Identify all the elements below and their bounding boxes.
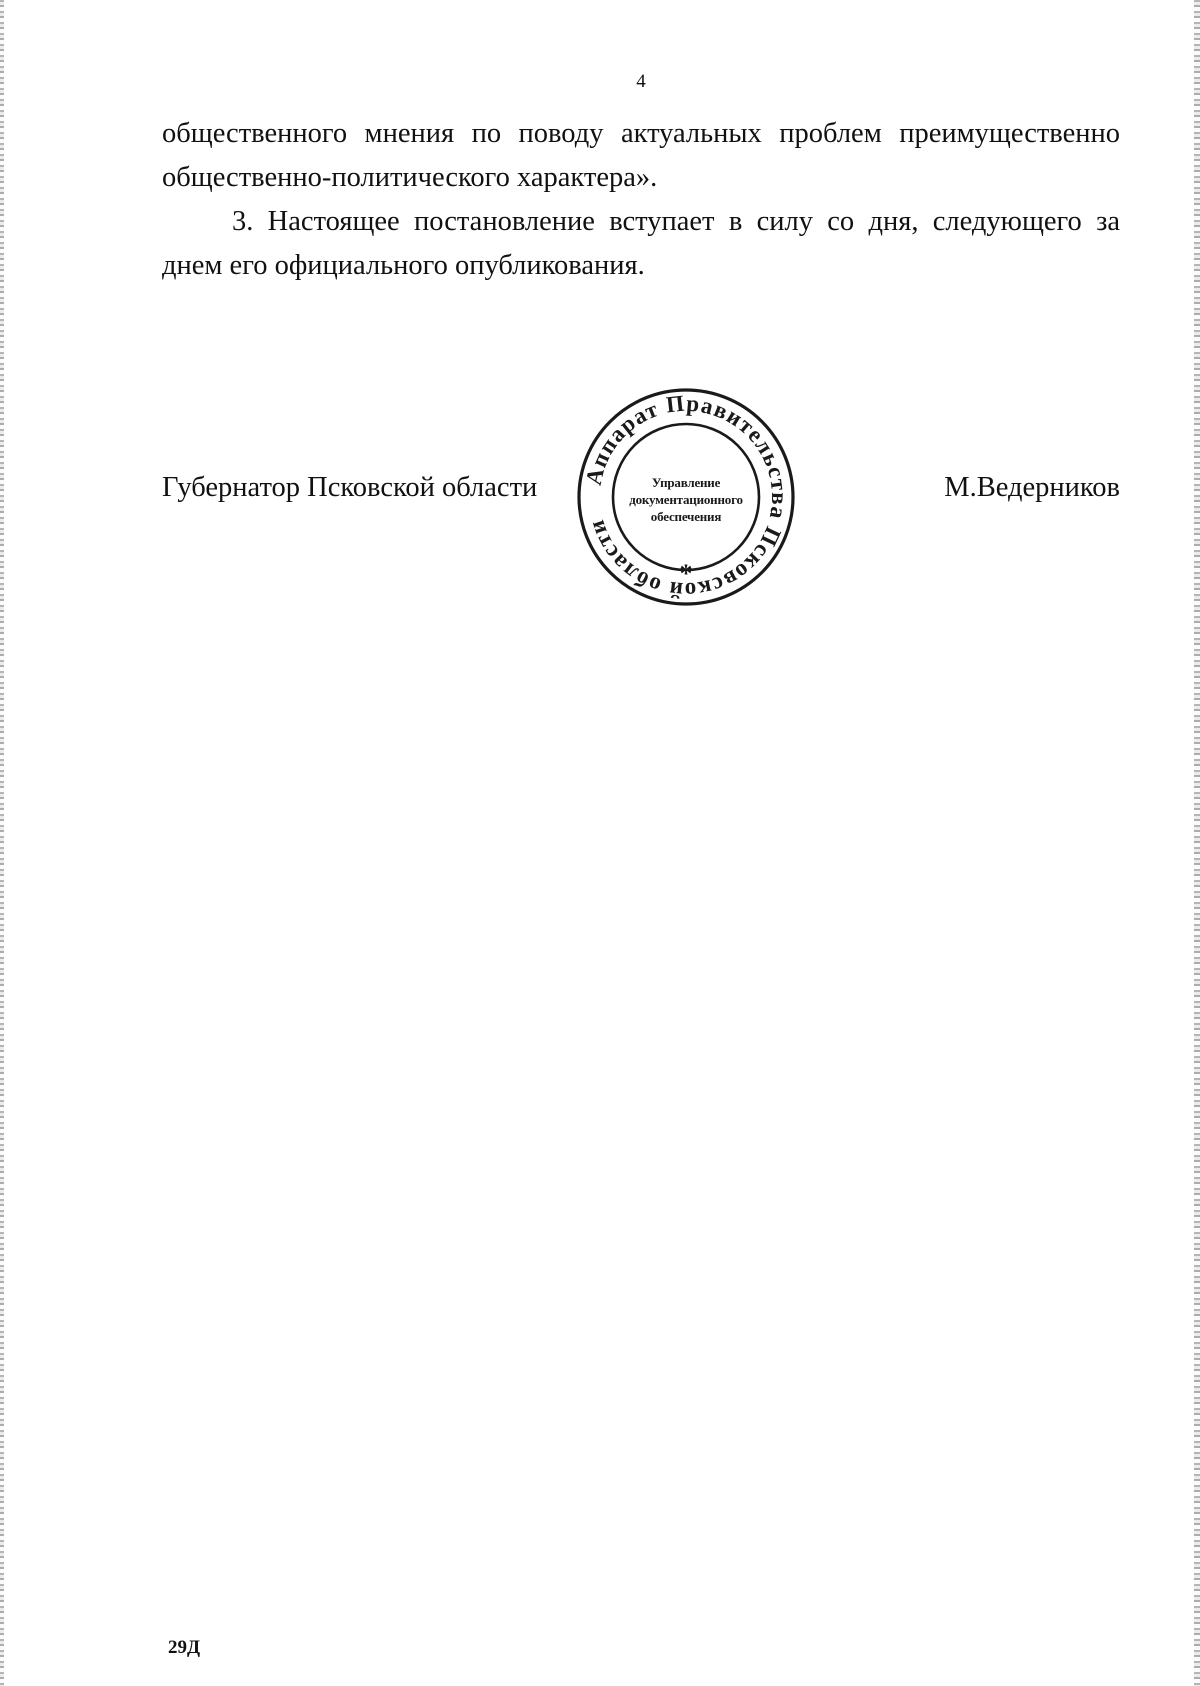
scan-edge-left xyxy=(0,0,4,1686)
scan-edge-right xyxy=(1194,0,1200,1686)
stamp-star: * xyxy=(679,559,693,588)
paragraph-3: 3. Настоящее постановление вступает в силу со дня, следующего за днем его официального опубликования. xyxy=(162,206,1120,281)
signatory-name: М.Ведерников xyxy=(944,472,1120,503)
stamp-inner-line-1: Управление xyxy=(651,475,721,490)
page-number: 4 xyxy=(636,71,646,92)
stamp-inner-line-2: документационного xyxy=(629,492,743,507)
stamp-inner-text xyxy=(625,474,747,525)
document-code: 29Д xyxy=(168,1637,201,1658)
document-body xyxy=(162,112,1120,288)
paragraph-continued: общественного мнения по поводу актуальных проблем преимущественно общественно-политического характера». xyxy=(162,118,1120,193)
official-stamp xyxy=(575,386,797,608)
signatory-title: Губернатор Псковской области xyxy=(162,472,538,503)
stamp-inner-line-3: обеспечения xyxy=(650,509,722,524)
stamp-outer-text: Аппарат Правительства Псковской области xyxy=(580,390,793,604)
